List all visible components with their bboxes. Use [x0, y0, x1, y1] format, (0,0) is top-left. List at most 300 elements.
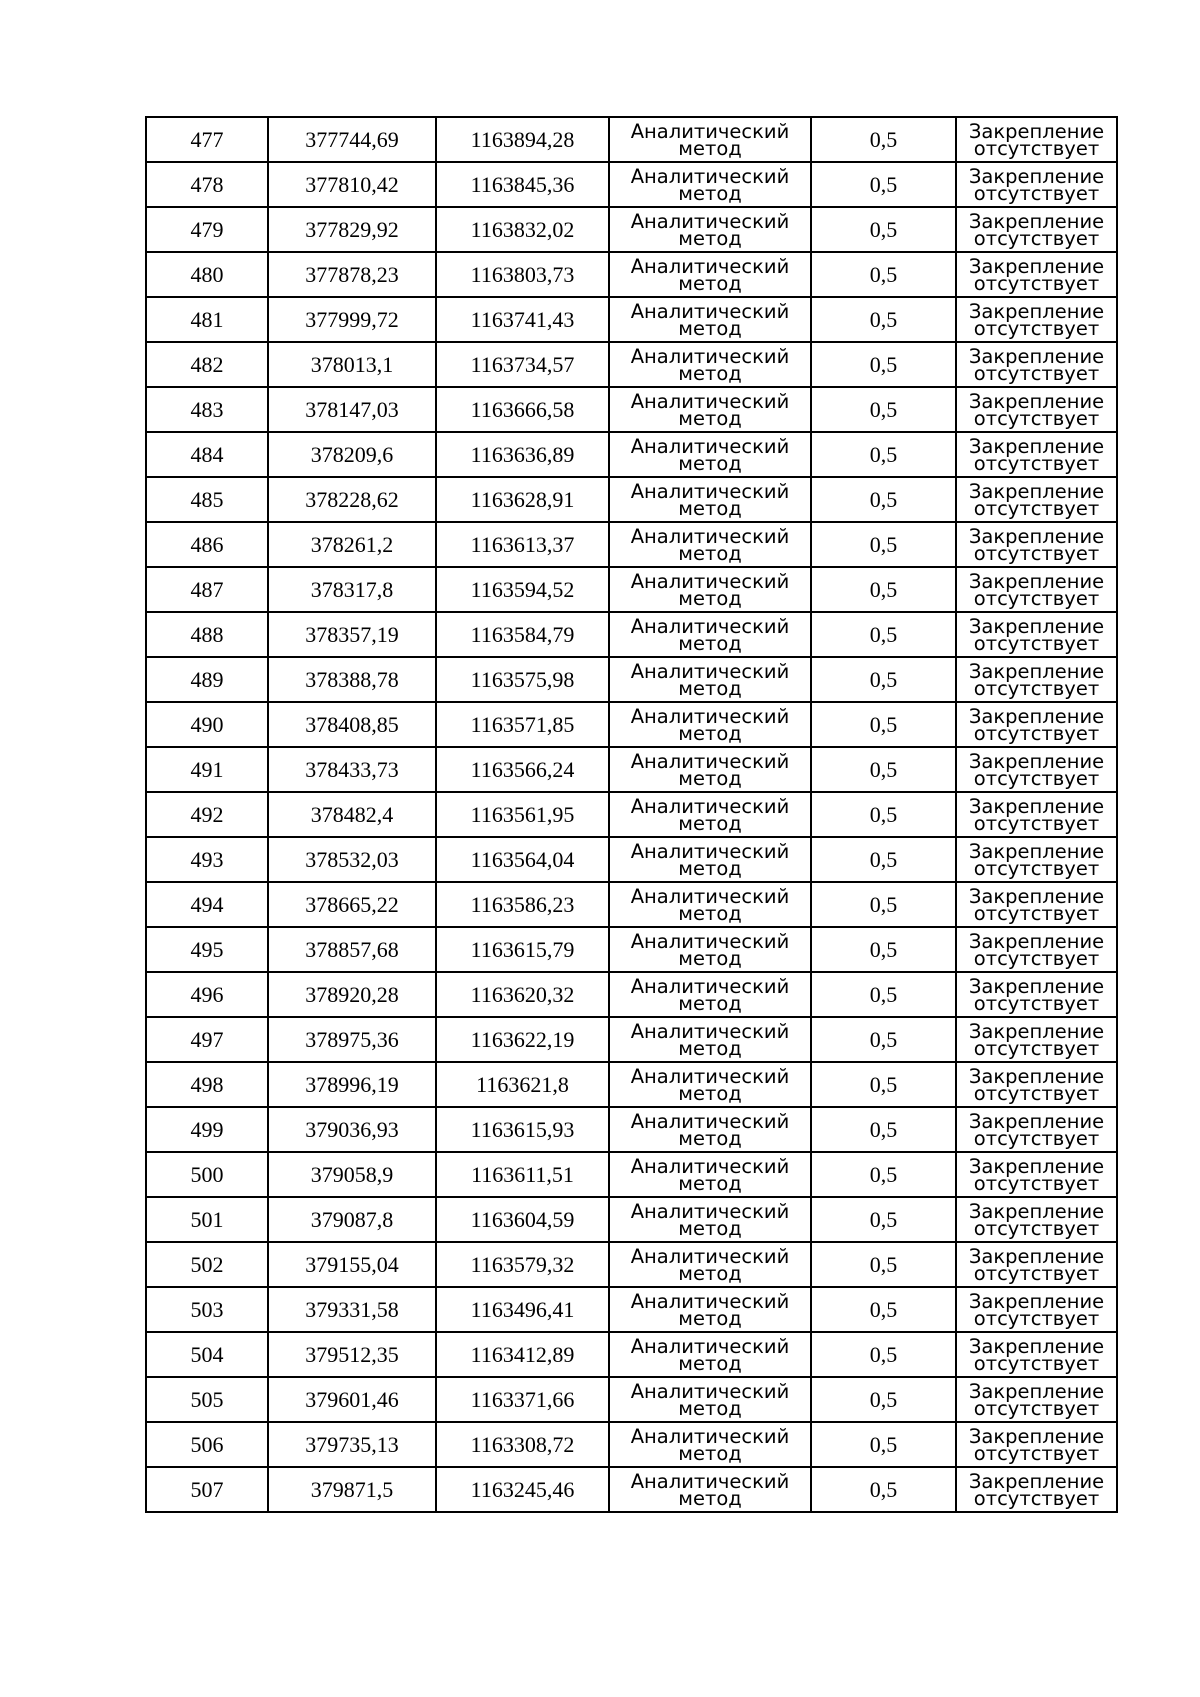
method-cell — [609, 1242, 811, 1287]
fixation-cell-line1: Закрепление — [968, 344, 1105, 368]
x-coordinate-cell: 378433,73 — [268, 747, 436, 792]
method-cell — [609, 1107, 811, 1152]
fixation-cell — [956, 1467, 1117, 1512]
method-cell-line1: Аналитический — [630, 479, 790, 503]
method-cell-line1: Аналитический — [630, 659, 790, 683]
table-row — [146, 1332, 1117, 1377]
fixation-cell-line1: Закрепление — [968, 659, 1105, 683]
point-number-cell: 490 — [146, 702, 268, 747]
y-coordinate-cell: 1163571,85 — [436, 702, 609, 747]
error-cell: 0,5 — [811, 1062, 956, 1107]
method-cell-line1: Аналитический — [630, 704, 790, 728]
fixation-cell-line1: Закрепление — [968, 209, 1105, 233]
fixation-cell-line2: отсутствует — [973, 541, 1100, 565]
error-cell: 0,5 — [811, 612, 956, 657]
fixation-cell-line2: отсутствует — [973, 271, 1100, 295]
fixation-cell — [956, 882, 1117, 927]
method-cell-line2: метод — [678, 1081, 742, 1105]
fixation-cell-line1: Закрепление — [968, 1424, 1105, 1448]
method-cell-line2: метод — [678, 496, 742, 520]
error-cell: 0,5 — [811, 1152, 956, 1197]
y-coordinate-cell: 1163741,43 — [436, 297, 609, 342]
method-cell — [609, 972, 811, 1017]
point-number-cell: 496 — [146, 972, 268, 1017]
fixation-cell-line1: Закрепление — [968, 434, 1105, 458]
method-cell-line1: Аналитический — [630, 524, 790, 548]
y-coordinate-cell: 1163628,91 — [436, 477, 609, 522]
error-cell: 0,5 — [811, 1377, 956, 1422]
error-cell: 0,5 — [811, 342, 956, 387]
method-cell — [609, 882, 811, 927]
fixation-cell — [956, 792, 1117, 837]
table-row — [146, 1197, 1117, 1242]
x-coordinate-cell: 377810,42 — [268, 162, 436, 207]
fixation-cell-line2: отсутствует — [973, 1216, 1100, 1240]
error-cell: 0,5 — [811, 207, 956, 252]
table-row — [146, 792, 1117, 837]
method-cell-line1: Аналитический — [630, 1334, 790, 1358]
y-coordinate-cell: 1163566,24 — [436, 747, 609, 792]
method-cell-line1: Аналитический — [630, 839, 790, 863]
method-cell-line2: метод — [678, 946, 742, 970]
fixation-cell-line1: Закрепление — [968, 1244, 1105, 1268]
error-cell: 0,5 — [811, 972, 956, 1017]
method-cell-line1: Аналитический — [630, 344, 790, 368]
fixation-cell-line1: Закрепление — [968, 1469, 1105, 1493]
method-cell — [609, 1467, 811, 1512]
fixation-cell — [956, 207, 1117, 252]
fixation-cell-line1: Закрепление — [968, 479, 1105, 503]
y-coordinate-cell: 1163584,79 — [436, 612, 609, 657]
point-number-cell: 485 — [146, 477, 268, 522]
fixation-cell — [956, 972, 1117, 1017]
fixation-cell-line2: отсутствует — [973, 1441, 1100, 1465]
error-cell: 0,5 — [811, 1017, 956, 1062]
x-coordinate-cell: 378228,62 — [268, 477, 436, 522]
method-cell-line1: Аналитический — [630, 1469, 790, 1493]
table-row — [146, 117, 1117, 162]
error-cell: 0,5 — [811, 387, 956, 432]
error-cell: 0,5 — [811, 1422, 956, 1467]
y-coordinate-cell: 1163604,59 — [436, 1197, 609, 1242]
method-cell-line1: Аналитический — [630, 1199, 790, 1223]
method-cell — [609, 162, 811, 207]
y-coordinate-cell: 1163308,72 — [436, 1422, 609, 1467]
fixation-cell-line1: Закрепление — [968, 839, 1105, 863]
method-cell-line1: Аналитический — [630, 119, 790, 143]
fixation-cell — [956, 747, 1117, 792]
y-coordinate-cell: 1163594,52 — [436, 567, 609, 612]
point-number-cell: 481 — [146, 297, 268, 342]
table-row — [146, 882, 1117, 927]
point-number-cell: 477 — [146, 117, 268, 162]
fixation-cell — [956, 702, 1117, 747]
method-cell — [609, 342, 811, 387]
x-coordinate-cell: 379601,46 — [268, 1377, 436, 1422]
fixation-cell — [956, 477, 1117, 522]
error-cell: 0,5 — [811, 1107, 956, 1152]
fixation-cell-line1: Закрепление — [968, 749, 1105, 773]
y-coordinate-cell: 1163894,28 — [436, 117, 609, 162]
fixation-cell-line2: отсутствует — [973, 496, 1100, 520]
table-row — [146, 1107, 1117, 1152]
method-cell — [609, 387, 811, 432]
method-cell — [609, 1062, 811, 1107]
y-coordinate-cell: 1163579,32 — [436, 1242, 609, 1287]
fixation-cell-line2: отсутствует — [973, 1351, 1100, 1375]
fixation-cell — [956, 837, 1117, 882]
method-cell-line2: метод — [678, 1306, 742, 1330]
table-row — [146, 1422, 1117, 1467]
point-number-cell: 501 — [146, 1197, 268, 1242]
y-coordinate-cell: 1163611,51 — [436, 1152, 609, 1197]
point-number-cell: 483 — [146, 387, 268, 432]
method-cell-line2: метод — [678, 901, 742, 925]
x-coordinate-cell: 377744,69 — [268, 117, 436, 162]
error-cell: 0,5 — [811, 477, 956, 522]
method-cell-line2: метод — [678, 721, 742, 745]
error-cell: 0,5 — [811, 162, 956, 207]
method-cell — [609, 1377, 811, 1422]
point-number-cell: 504 — [146, 1332, 268, 1377]
x-coordinate-cell: 379036,93 — [268, 1107, 436, 1152]
error-cell: 0,5 — [811, 837, 956, 882]
method-cell-line1: Аналитический — [630, 209, 790, 233]
method-cell-line1: Аналитический — [630, 1379, 790, 1403]
y-coordinate-cell: 1163615,93 — [436, 1107, 609, 1152]
error-cell: 0,5 — [811, 297, 956, 342]
x-coordinate-cell: 378920,28 — [268, 972, 436, 1017]
x-coordinate-cell: 377829,92 — [268, 207, 436, 252]
method-cell-line1: Аналитический — [630, 254, 790, 278]
fixation-cell-line1: Закрепление — [968, 299, 1105, 323]
fixation-cell-line1: Закрепление — [968, 794, 1105, 818]
method-cell — [609, 207, 811, 252]
method-cell-line1: Аналитический — [630, 1019, 790, 1043]
method-cell — [609, 297, 811, 342]
point-number-cell: 498 — [146, 1062, 268, 1107]
table-row — [146, 207, 1117, 252]
method-cell-line2: метод — [678, 1036, 742, 1060]
method-cell — [609, 432, 811, 477]
x-coordinate-cell: 379087,8 — [268, 1197, 436, 1242]
fixation-cell — [956, 432, 1117, 477]
point-number-cell: 497 — [146, 1017, 268, 1062]
x-coordinate-cell: 379871,5 — [268, 1467, 436, 1512]
x-coordinate-cell: 379155,04 — [268, 1242, 436, 1287]
x-coordinate-cell: 377999,72 — [268, 297, 436, 342]
method-cell-line2: метод — [678, 811, 742, 835]
table-row — [146, 1017, 1117, 1062]
table-row — [146, 1287, 1117, 1332]
fixation-cell-line2: отсутствует — [973, 901, 1100, 925]
error-cell: 0,5 — [811, 1332, 956, 1377]
y-coordinate-cell: 1163371,66 — [436, 1377, 609, 1422]
fixation-cell — [956, 297, 1117, 342]
method-cell — [609, 117, 811, 162]
x-coordinate-cell: 378013,1 — [268, 342, 436, 387]
method-cell-line1: Аналитический — [630, 434, 790, 458]
method-cell-line2: метод — [678, 451, 742, 475]
fixation-cell-line2: отсутствует — [973, 1396, 1100, 1420]
fixation-cell — [956, 657, 1117, 702]
fixation-cell-line1: Закрепление — [968, 1154, 1105, 1178]
y-coordinate-cell: 1163734,57 — [436, 342, 609, 387]
method-cell — [609, 522, 811, 567]
fixation-cell — [956, 612, 1117, 657]
method-cell-line1: Аналитический — [630, 929, 790, 953]
fixation-cell-line1: Закрепление — [968, 1019, 1105, 1043]
method-cell-line1: Аналитический — [630, 884, 790, 908]
fixation-cell-line1: Закрепление — [968, 254, 1105, 278]
y-coordinate-cell: 1163561,95 — [436, 792, 609, 837]
method-cell-line2: метод — [678, 181, 742, 205]
table-row — [146, 747, 1117, 792]
fixation-cell-line2: отсутствует — [973, 676, 1100, 700]
method-cell-line1: Аналитический — [630, 299, 790, 323]
error-cell: 0,5 — [811, 1287, 956, 1332]
method-cell-line1: Аналитический — [630, 749, 790, 773]
method-cell-line2: метод — [678, 766, 742, 790]
fixation-cell — [956, 1017, 1117, 1062]
method-cell-line1: Аналитический — [630, 614, 790, 638]
method-cell-line1: Аналитический — [630, 794, 790, 818]
point-number-cell: 487 — [146, 567, 268, 612]
fixation-cell-line2: отсутствует — [973, 631, 1100, 655]
fixation-cell-line1: Закрепление — [968, 119, 1105, 143]
method-cell-line2: метод — [678, 676, 742, 700]
point-number-cell: 478 — [146, 162, 268, 207]
table-row — [146, 1062, 1117, 1107]
x-coordinate-cell: 378996,19 — [268, 1062, 436, 1107]
method-cell-line1: Аналитический — [630, 1244, 790, 1268]
error-cell: 0,5 — [811, 117, 956, 162]
fixation-cell-line2: отсутствует — [973, 1126, 1100, 1150]
point-number-cell: 507 — [146, 1467, 268, 1512]
table-row — [146, 1377, 1117, 1422]
x-coordinate-cell: 378665,22 — [268, 882, 436, 927]
error-cell: 0,5 — [811, 792, 956, 837]
point-number-cell: 493 — [146, 837, 268, 882]
method-cell — [609, 927, 811, 972]
fixation-cell — [956, 1332, 1117, 1377]
x-coordinate-cell: 378388,78 — [268, 657, 436, 702]
method-cell-line2: метод — [678, 1261, 742, 1285]
x-coordinate-cell: 378209,6 — [268, 432, 436, 477]
fixation-cell-line2: отсутствует — [973, 181, 1100, 205]
method-cell-line2: метод — [678, 1171, 742, 1195]
method-cell-line2: метод — [678, 991, 742, 1015]
table-row — [146, 387, 1117, 432]
y-coordinate-cell: 1163621,8 — [436, 1062, 609, 1107]
method-cell-line2: метод — [678, 316, 742, 340]
method-cell-line2: метод — [678, 361, 742, 385]
y-coordinate-cell: 1163615,79 — [436, 927, 609, 972]
method-cell-line2: метод — [678, 856, 742, 880]
table-row — [146, 162, 1117, 207]
fixation-cell-line2: отсутствует — [973, 316, 1100, 340]
point-number-cell: 506 — [146, 1422, 268, 1467]
point-number-cell: 479 — [146, 207, 268, 252]
fixation-cell-line2: отсутствует — [973, 406, 1100, 430]
method-cell-line1: Аналитический — [630, 1154, 790, 1178]
method-cell — [609, 252, 811, 297]
coordinates-table — [145, 116, 1118, 1513]
fixation-cell — [956, 117, 1117, 162]
y-coordinate-cell: 1163803,73 — [436, 252, 609, 297]
table-row — [146, 972, 1117, 1017]
method-cell — [609, 657, 811, 702]
fixation-cell-line1: Закрепление — [968, 1109, 1105, 1133]
fixation-cell-line1: Закрепление — [968, 614, 1105, 638]
error-cell: 0,5 — [811, 1242, 956, 1287]
x-coordinate-cell: 378261,2 — [268, 522, 436, 567]
fixation-cell-line1: Закрепление — [968, 569, 1105, 593]
method-cell-line1: Аналитический — [630, 389, 790, 413]
y-coordinate-cell: 1163496,41 — [436, 1287, 609, 1332]
table-row — [146, 432, 1117, 477]
method-cell-line2: метод — [678, 271, 742, 295]
table-row — [146, 477, 1117, 522]
table-row — [146, 522, 1117, 567]
table-row — [146, 1152, 1117, 1197]
method-cell-line1: Аналитический — [630, 974, 790, 998]
error-cell: 0,5 — [811, 1197, 956, 1242]
point-number-cell: 500 — [146, 1152, 268, 1197]
fixation-cell — [956, 387, 1117, 432]
y-coordinate-cell: 1163613,37 — [436, 522, 609, 567]
method-cell — [609, 1197, 811, 1242]
point-number-cell: 492 — [146, 792, 268, 837]
point-number-cell: 484 — [146, 432, 268, 477]
fixation-cell-line1: Закрепление — [968, 1064, 1105, 1088]
fixation-cell — [956, 567, 1117, 612]
table-row — [146, 567, 1117, 612]
method-cell-line1: Аналитический — [630, 1064, 790, 1088]
error-cell: 0,5 — [811, 1467, 956, 1512]
y-coordinate-cell: 1163412,89 — [436, 1332, 609, 1377]
fixation-cell-line1: Закрепление — [968, 524, 1105, 548]
fixation-cell-line2: отсутствует — [973, 1261, 1100, 1285]
method-cell-line1: Аналитический — [630, 569, 790, 593]
fixation-cell — [956, 1197, 1117, 1242]
x-coordinate-cell: 378357,19 — [268, 612, 436, 657]
method-cell-line2: метод — [678, 586, 742, 610]
method-cell — [609, 567, 811, 612]
fixation-cell-line1: Закрепление — [968, 1334, 1105, 1358]
fixation-cell-line1: Закрепление — [968, 1379, 1105, 1403]
table-row — [146, 252, 1117, 297]
y-coordinate-cell: 1163575,98 — [436, 657, 609, 702]
fixation-cell-line2: отсутствует — [973, 1081, 1100, 1105]
fixation-cell-line1: Закрепление — [968, 1289, 1105, 1313]
fixation-cell-line2: отсутствует — [973, 451, 1100, 475]
method-cell-line1: Аналитический — [630, 164, 790, 188]
fixation-cell-line2: отсутствует — [973, 811, 1100, 835]
method-cell-line2: метод — [678, 406, 742, 430]
method-cell — [609, 837, 811, 882]
fixation-cell — [956, 1242, 1117, 1287]
fixation-cell — [956, 1062, 1117, 1107]
table-row — [146, 702, 1117, 747]
table-row — [146, 297, 1117, 342]
fixation-cell — [956, 1377, 1117, 1422]
method-cell-line1: Аналитический — [630, 1424, 790, 1448]
method-cell-line2: метод — [678, 541, 742, 565]
error-cell: 0,5 — [811, 702, 956, 747]
fixation-cell — [956, 1152, 1117, 1197]
error-cell: 0,5 — [811, 747, 956, 792]
table-row — [146, 657, 1117, 702]
point-number-cell: 491 — [146, 747, 268, 792]
point-number-cell: 499 — [146, 1107, 268, 1152]
x-coordinate-cell: 379512,35 — [268, 1332, 436, 1377]
fixation-cell — [956, 522, 1117, 567]
fixation-cell-line1: Закрепление — [968, 704, 1105, 728]
fixation-cell-line1: Закрепление — [968, 389, 1105, 413]
table-row — [146, 1467, 1117, 1512]
fixation-cell — [956, 927, 1117, 972]
point-number-cell: 480 — [146, 252, 268, 297]
table-row — [146, 612, 1117, 657]
point-number-cell: 489 — [146, 657, 268, 702]
error-cell: 0,5 — [811, 432, 956, 477]
fixation-cell-line1: Закрепление — [968, 164, 1105, 188]
method-cell-line2: метод — [678, 1441, 742, 1465]
x-coordinate-cell: 379058,9 — [268, 1152, 436, 1197]
method-cell-line2: метод — [678, 136, 742, 160]
method-cell-line2: метод — [678, 1216, 742, 1240]
x-coordinate-cell: 378147,03 — [268, 387, 436, 432]
fixation-cell — [956, 1107, 1117, 1152]
method-cell — [609, 1017, 811, 1062]
x-coordinate-cell: 378532,03 — [268, 837, 436, 882]
method-cell — [609, 1152, 811, 1197]
method-cell-line2: метод — [678, 1486, 742, 1510]
point-number-cell: 494 — [146, 882, 268, 927]
y-coordinate-cell: 1163622,19 — [436, 1017, 609, 1062]
y-coordinate-cell: 1163845,36 — [436, 162, 609, 207]
x-coordinate-cell: 378482,4 — [268, 792, 436, 837]
coordinates-table-body — [146, 117, 1117, 1512]
x-coordinate-cell: 379331,58 — [268, 1287, 436, 1332]
fixation-cell — [956, 1422, 1117, 1467]
point-number-cell: 503 — [146, 1287, 268, 1332]
fixation-cell — [956, 342, 1117, 387]
fixation-cell-line2: отсутствует — [973, 361, 1100, 385]
fixation-cell-line2: отсутствует — [973, 226, 1100, 250]
x-coordinate-cell: 378857,68 — [268, 927, 436, 972]
error-cell: 0,5 — [811, 657, 956, 702]
fixation-cell-line2: отсутствует — [973, 1306, 1100, 1330]
fixation-cell — [956, 162, 1117, 207]
y-coordinate-cell: 1163564,04 — [436, 837, 609, 882]
method-cell-line2: метод — [678, 1126, 742, 1150]
error-cell: 0,5 — [811, 252, 956, 297]
fixation-cell — [956, 1287, 1117, 1332]
fixation-cell-line2: отсутствует — [973, 766, 1100, 790]
point-number-cell: 495 — [146, 927, 268, 972]
y-coordinate-cell: 1163245,46 — [436, 1467, 609, 1512]
method-cell-line1: Аналитический — [630, 1109, 790, 1133]
point-number-cell: 502 — [146, 1242, 268, 1287]
method-cell — [609, 612, 811, 657]
method-cell — [609, 747, 811, 792]
fixation-cell-line2: отсутствует — [973, 856, 1100, 880]
table-row — [146, 342, 1117, 387]
fixation-cell-line2: отсутствует — [973, 1036, 1100, 1060]
x-coordinate-cell: 378317,8 — [268, 567, 436, 612]
